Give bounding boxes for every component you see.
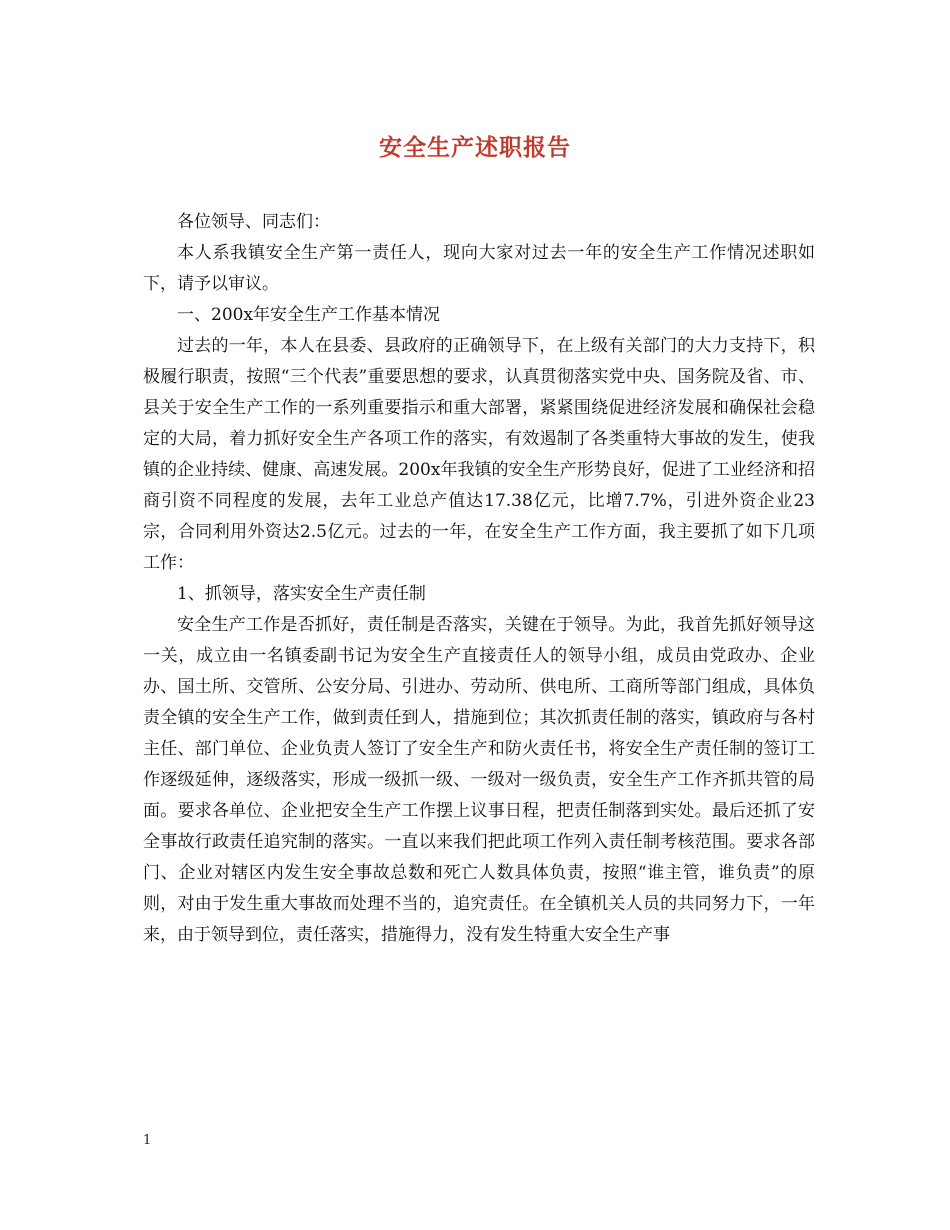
page-number: 1 <box>143 1133 152 1148</box>
subsection-heading-leadership: 1、抓领导，落实安全生产责任制 <box>177 584 426 604</box>
section-heading-basic-situation: 一、200x年安全生产工作基本情况 <box>177 305 441 325</box>
document-body <box>143 207 815 951</box>
paragraph-leadership-details: 安全生产工作是否抓好，责任制是否落实，关键在于领导。为此，我首先抓好领导这一关，成立由一名镇委副书记为安全生产直接责任人的领导小组，成员由党政办、企业办、国土所、交管所、公安分局、引进办、劳动所、供电所、工商所等部门组成，具体负责全镇的安全生产工作，做到责任到人，措施到位；其次抓责任制的落实，镇政府与各村主任、部门单位、企业负责人签订了安全生产和防火责任书，将安全生产责任制的签订工作逐级延伸，逐级落实，形成一级抓一级、一级对一级负责，安全生产工作齐抓共管的局面。要求各单位、企业把安全生产工作摆上议事日程，把责任制落到实处。最后还抓了安全事故行政责任追究制的落实。一直以来我们把此项工作列入责任制考核范围。要求各部门、企业对辖区内发生安全事故总数和死亡人数具体负责，按照“谁主管，谁负责”的原则，对由于发生重大事故而处理不当的，追究责任。在全镇机关人员的共同努力下，一年来，由于领导到位，责任落实，措施得力，没有发生特重大安全生产事 <box>143 615 815 945</box>
paragraph-overview: 过去的一年，本人在县委、县政府的正确领导下，在上级有关部门的大力支持下，积极履行职责，按照“三个代表”重要思想的要求，认真贯彻落实党中央、国务院及省、市、县关于安全生产工作的一系列重要指示和重大部署，紧紧围绕促进经济发展和确保社会稳定的大局，着力抓好安全生产各项工作的落实，有效遏制了各类重特大事故的发生，使我镇的企业持续、健康、高速发展。200x年我镇的安全生产形势良好，促进了工业经济和招商引资不同程度的发展，去年工业总产值达17.38亿元，比增7.7%，引进外资企业23宗，合同利用外资达2.5亿元。过去的一年，在安全生产工作方面，我主要抓了如下几项工作： <box>143 336 815 573</box>
document-title: 安全生产述职报告 <box>379 134 571 161</box>
paragraph-intro: 本人系我镇安全生产第一责任人，现向大家对过去一年的安全生产工作情况述职如下，请予以审议。 <box>143 243 815 294</box>
paragraph-salutation: 各位领导、同志们： <box>177 212 330 232</box>
